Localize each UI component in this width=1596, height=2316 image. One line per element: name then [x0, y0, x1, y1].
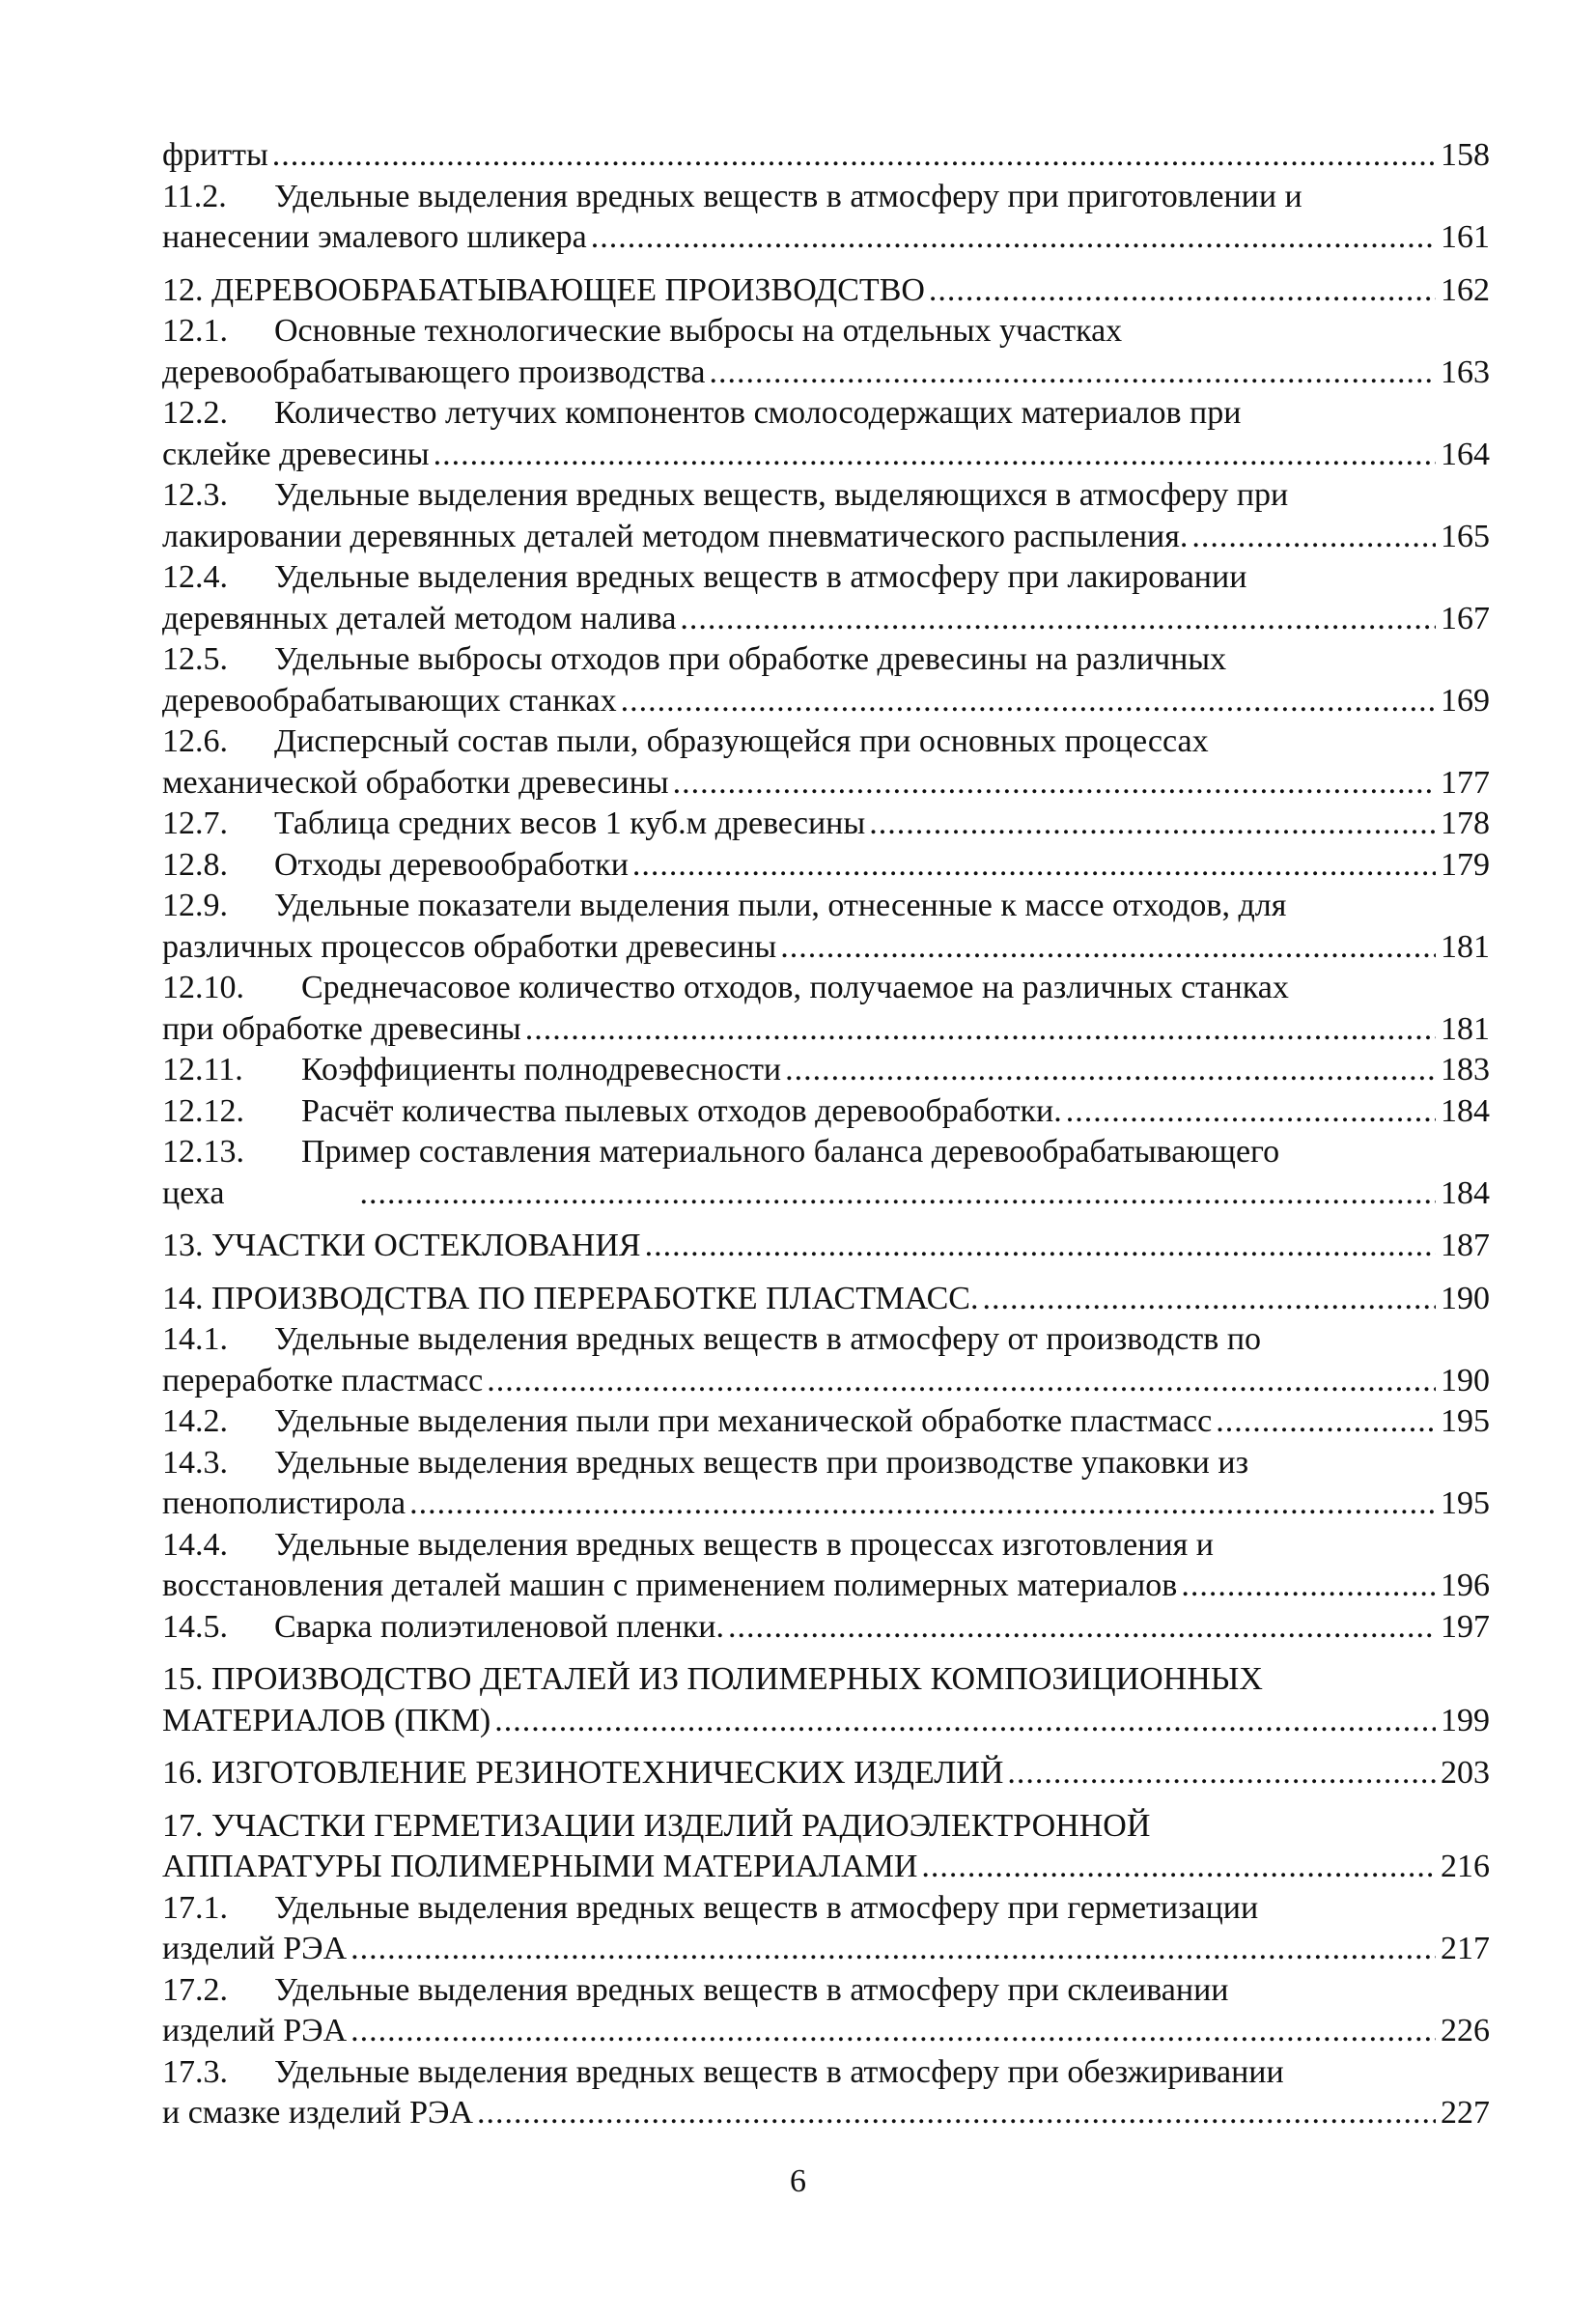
toc-entry-title: Удельные выделения вредных веществ в атмосферу при склеивании: [274, 1971, 1229, 2008]
dot-leader: [1191, 517, 1436, 558]
toc-entry[interactable]: [162, 639, 1490, 721]
toc-entry-title: Количество летучих компонентов смолосодержащих материалов при: [274, 395, 1242, 431]
toc-entry-title: МАТЕРИАЛОВ (ПКМ): [162, 1702, 491, 1738]
toc-page-number: 163: [1441, 353, 1490, 390]
dot-leader: [632, 845, 1436, 887]
toc-entry-title: цеха: [162, 1174, 225, 1211]
toc-line: [162, 435, 1490, 476]
dot-leader: [1216, 1401, 1436, 1443]
toc-entry-number: 14.4.: [162, 1526, 228, 1563]
toc-entry[interactable]: [162, 1279, 1490, 1320]
toc-entry-title: Удельные показатели выделения пыли, отнесенные к массе отходов, для: [274, 888, 1287, 923]
toc-entry[interactable]: [162, 1091, 1490, 1133]
dot-leader: [785, 1050, 1436, 1091]
dot-leader: [680, 599, 1436, 640]
toc-entry-number: 12.13.: [162, 1134, 244, 1170]
toc-entry[interactable]: [162, 804, 1490, 845]
toc-line: [162, 1132, 1490, 1173]
toc-line: [162, 927, 1490, 969]
toc-line: [162, 845, 1490, 887]
section-gap: [162, 1794, 1490, 1806]
toc-entry-title: Удельные выделения вредных веществ при производстве упаковки из: [274, 1444, 1248, 1481]
toc-entry-title: Удельные выделения вредных веществ в атмосферу при обезжиривании: [274, 2053, 1284, 2090]
toc-line: [162, 599, 1490, 640]
toc-line: [162, 475, 1490, 517]
dot-leader: [477, 2093, 1436, 2134]
toc-page-number: 187: [1441, 1228, 1490, 1263]
dot-leader: [982, 1279, 1436, 1320]
toc-entry[interactable]: [162, 1607, 1490, 1649]
toc-line: [162, 2052, 1490, 2094]
toc-line: [162, 763, 1490, 805]
toc-entry[interactable]: [162, 1525, 1490, 1607]
toc-line: [162, 135, 1490, 177]
toc-line: [162, 1566, 1490, 1607]
toc-entry-number: 14.2.: [162, 1403, 228, 1439]
toc-entry-title: Дисперсный состав пыли, образующейся при основных процессах: [274, 723, 1209, 759]
toc-entry-title: деревянных деталей методом налива: [162, 600, 677, 636]
toc-entry-number: 12.2.: [162, 395, 228, 431]
toc-entry-number: 12.12.: [162, 1092, 244, 1129]
toc-page-number: 181: [1441, 928, 1490, 965]
toc-entry-title: Удельные выделения вредных веществ в атмосферу при лакировании: [274, 559, 1247, 595]
toc-line: [162, 1888, 1490, 1930]
toc-page-number: 217: [1441, 1931, 1490, 1966]
toc-entry-title: деревообрабатывающего производства: [162, 353, 706, 390]
toc-line: [162, 1050, 1490, 1091]
toc-entry-title: Пример составления материального баланса деревообрабатывающего: [301, 1134, 1280, 1170]
toc-line: [162, 681, 1490, 722]
toc-entry-title: Расчёт количества пылевых отходов деревообработки.: [301, 1092, 1062, 1129]
toc-line: [162, 1361, 1490, 1402]
toc-line: [162, 1009, 1490, 1051]
toc-line: [162, 177, 1490, 218]
toc-entry-title: АППАРАТУРЫ ПОЛИМЕРНЫМИ МАТЕРИАЛАМИ: [162, 1849, 918, 1884]
toc-entry-title: деревообрабатывающих станках: [162, 682, 617, 719]
toc-entry-title: Таблица средних весов 1 куб.м древесины: [274, 805, 866, 841]
toc-line: [162, 1226, 1490, 1267]
toc-page-number: 184: [1441, 1174, 1490, 1211]
toc-entry-title: Удельные выделения вредных веществ в атмосферу при герметизации: [274, 1889, 1259, 1926]
toc-entry-title: нанесении эмалевого шликера: [162, 219, 587, 255]
toc-line: [162, 1401, 1490, 1443]
toc-line: [162, 2011, 1490, 2052]
toc-entry[interactable]: [162, 557, 1490, 639]
toc-entry[interactable]: [162, 1132, 1490, 1214]
toc-line: [162, 1753, 1490, 1794]
table-of-contents: [162, 135, 1490, 2134]
toc-entry[interactable]: [162, 1319, 1490, 1401]
toc-entry-title: Удельные выделения вредных веществ в процессах изготовления и: [274, 1526, 1214, 1563]
dot-leader: [1007, 1753, 1436, 1794]
dot-leader: [525, 1009, 1436, 1051]
toc-entry-title: Удельные выделения вредных веществ в атмосферу от производств по: [274, 1321, 1262, 1357]
toc-line: [162, 804, 1490, 845]
dot-leader: [869, 804, 1436, 845]
toc-entry-title: механической обработки древесины: [162, 764, 669, 801]
toc-entry[interactable]: [162, 968, 1490, 1050]
toc-page-number: 162: [1441, 271, 1490, 308]
toc-page-number: 169: [1441, 682, 1490, 719]
toc-line: [162, 886, 1490, 927]
toc-page-number: 195: [1441, 1403, 1490, 1439]
toc-entry-number: 12.4.: [162, 559, 228, 595]
toc-line: [162, 1970, 1490, 2012]
toc-line: [162, 1659, 1490, 1701]
toc-page-number: 226: [1441, 2013, 1490, 2048]
toc-entry[interactable]: [162, 311, 1490, 393]
toc-entry-title: изделий РЭА: [162, 2013, 348, 2048]
toc-entry-title: восстановления деталей машин с применением полимерных материалов: [162, 1568, 1178, 1603]
dot-leader: [591, 217, 1436, 259]
dot-leader: [409, 1483, 1436, 1525]
dot-leader: [494, 1701, 1436, 1742]
toc-entry-title: Отходы деревообработки: [274, 846, 629, 883]
toc-entry-title: склейке древесины: [162, 436, 430, 472]
dot-leader: [1181, 1566, 1436, 1607]
toc-page-number: 164: [1441, 436, 1490, 472]
toc-entry-number: 17.1.: [162, 1889, 228, 1926]
toc-page-number: 196: [1441, 1568, 1490, 1603]
toc-page-number: 179: [1441, 846, 1490, 883]
toc-line: [162, 1701, 1490, 1742]
toc-line: [162, 2093, 1490, 2134]
toc-line: [162, 557, 1490, 599]
dot-leader: [1066, 1091, 1436, 1133]
toc-line: [162, 1607, 1490, 1649]
toc-entry-title: пенополистирола: [162, 1485, 406, 1521]
toc-entry[interactable]: [162, 270, 1490, 312]
toc-entry[interactable]: [162, 1888, 1490, 1970]
toc-entry[interactable]: [162, 475, 1490, 557]
dot-leader: [487, 1361, 1436, 1402]
toc-entry[interactable]: [162, 2052, 1490, 2134]
toc-entry[interactable]: [162, 1226, 1490, 1267]
section-gap: [162, 1648, 1490, 1659]
toc-entry-number: 17.3.: [162, 2053, 228, 2090]
toc-line: [162, 270, 1490, 312]
page-number: 6: [790, 2163, 806, 2199]
toc-line: [162, 353, 1490, 394]
toc-page-number: 178: [1441, 805, 1490, 841]
toc-page-number: 184: [1441, 1092, 1490, 1129]
toc-page-number: 183: [1441, 1052, 1490, 1087]
toc-line: [162, 1279, 1490, 1320]
toc-entry-title: 13. УЧАСТКИ ОСТЕКЛОВАНИЯ: [162, 1228, 641, 1263]
toc-entry-title: 16. ИЗГОТОВЛЕНИЕ РЕЗИНОТЕХНИЧЕСКИХ ИЗДЕЛИЙ: [162, 1755, 1004, 1791]
toc-line: [162, 1091, 1490, 1133]
dot-leader: [621, 681, 1436, 722]
toc-page-number: 190: [1441, 1280, 1490, 1316]
toc-line: [162, 311, 1490, 353]
toc-line: [162, 217, 1490, 259]
toc-entry-number: 14.1.: [162, 1321, 228, 1357]
toc-entry-number: 12.6.: [162, 723, 228, 759]
toc-page-number: 203: [1441, 1755, 1490, 1791]
toc-entry-title: фритты: [162, 137, 268, 173]
toc-entry-title: Коэффициенты полнодревесности: [301, 1052, 782, 1087]
toc-entry-number: 12.11.: [162, 1052, 243, 1087]
toc-entry-title: изделий РЭА: [162, 1931, 348, 1966]
toc-line: [162, 1806, 1490, 1848]
toc-entry[interactable]: [162, 721, 1490, 804]
toc-line: [162, 1929, 1490, 1970]
toc-page-number: 165: [1441, 518, 1490, 554]
toc-entry-title: Среднечасовое количество отходов, получаемое на различных станках: [301, 970, 1289, 1005]
toc-page-number: 181: [1441, 1010, 1490, 1047]
toc-page-number: 227: [1441, 2095, 1490, 2131]
toc-entry[interactable]: [162, 135, 1490, 177]
toc-line: [162, 1525, 1490, 1567]
toc-page-number: 199: [1441, 1702, 1490, 1738]
toc-entry-number: 12.9.: [162, 888, 228, 923]
dot-leader: [272, 135, 1436, 177]
toc-page-number: 161: [1441, 219, 1490, 255]
toc-line: [162, 1483, 1490, 1525]
toc-entry-title: Удельные выбросы отходов при обработке древесины на различных: [274, 641, 1227, 677]
toc-entry-number: 14.3.: [162, 1444, 228, 1481]
toc-entry-title: Удельные выделения вредных веществ, выделяющихся в атмосферу при: [274, 477, 1289, 513]
toc-entry-title: и смазке изделий РЭА: [162, 2095, 474, 2131]
toc-entry-number: 12.10.: [162, 970, 244, 1005]
toc-entry-title: 14. ПРОИЗВОДСТВА ПО ПЕРЕРАБОТКЕ ПЛАСТМАСС.: [162, 1280, 979, 1316]
dot-leader: [645, 1226, 1436, 1267]
toc-page-number: 216: [1441, 1849, 1490, 1884]
dot-leader: [350, 2011, 1436, 2052]
toc-page-number: 177: [1441, 764, 1490, 801]
toc-entry-title: переработке пластмасс: [162, 1362, 484, 1398]
toc-entry-title: Основные технологические выбросы на отдельных участках: [274, 313, 1123, 349]
toc-entry-number: 12.7.: [162, 805, 228, 841]
dot-leader: [728, 1607, 1436, 1649]
toc-entry[interactable]: [162, 845, 1490, 887]
toc-entry-number: 12.8.: [162, 846, 228, 883]
section-gap: [162, 1214, 1490, 1226]
toc-entry-title: 12. ДЕРЕВООБРАБАТЫВАЮЩЕЕ ПРОИЗВОДСТВО: [162, 271, 925, 308]
toc-entry-title: 17. УЧАСТКИ ГЕРМЕТИЗАЦИИ ИЗДЕЛИЙ РАДИОЭЛЕКТРОННОЙ: [162, 1807, 1151, 1844]
toc-entry-title: Удельные выделения вредных веществ в атмосферу при приготовлении и: [274, 178, 1302, 214]
toc-page-number: 195: [1441, 1485, 1490, 1521]
toc-entry-title: при обработке древесины: [162, 1010, 521, 1047]
toc-line: [162, 1847, 1490, 1888]
dot-leader: [709, 353, 1436, 394]
section-gap: [162, 1741, 1490, 1753]
dot-leader: [673, 763, 1436, 805]
toc-entry-number: 12.5.: [162, 641, 228, 677]
toc-line: [162, 1319, 1490, 1361]
toc-entry[interactable]: [162, 1806, 1490, 1888]
toc-line: [162, 1443, 1490, 1484]
toc-line: [162, 639, 1490, 681]
dot-leader: [780, 927, 1436, 969]
toc-entry[interactable]: [162, 1401, 1490, 1443]
toc-entry-title: различных процессов обработки древесины: [162, 928, 777, 965]
toc-entry[interactable]: [162, 177, 1490, 259]
toc-line: [162, 517, 1490, 558]
toc-page-number: 158: [1441, 137, 1490, 173]
toc-entry-number: 14.5.: [162, 1608, 228, 1645]
dot-leader: [921, 1847, 1436, 1888]
toc-entry[interactable]: [162, 1443, 1490, 1525]
toc-line: [162, 393, 1490, 435]
toc-entry-number: 17.2.: [162, 1971, 228, 2008]
toc-entry-number: 12.1.: [162, 313, 228, 349]
toc-line: [162, 968, 1490, 1009]
toc-page-number: 167: [1441, 600, 1490, 636]
toc-entry-number: 12.3.: [162, 477, 228, 513]
toc-entry-title: 15. ПРОИЗВОДСТВО ДЕТАЛЕЙ ИЗ ПОЛИМЕРНЫХ КОМПОЗИЦИОННЫХ: [162, 1661, 1263, 1697]
dot-leader: [434, 435, 1436, 476]
toc-line: [162, 721, 1490, 763]
toc-entry[interactable]: [162, 1970, 1490, 2052]
dot-leader: [929, 270, 1436, 312]
toc-entry[interactable]: [162, 393, 1490, 475]
toc-entry-title: лакировании деревянных деталей методом пневматического распыления.: [162, 518, 1189, 554]
toc-entry[interactable]: [162, 1753, 1490, 1794]
toc-line: [162, 1173, 1490, 1215]
toc-entry[interactable]: [162, 1050, 1490, 1091]
dot-leader: [350, 1929, 1436, 1970]
toc-entry[interactable]: [162, 1659, 1490, 1741]
toc-entry[interactable]: [162, 886, 1490, 968]
section-gap: [162, 1267, 1490, 1279]
toc-entry-title: Удельные выделения пыли при механической обработке пластмасс: [274, 1403, 1213, 1439]
toc-page-number: 190: [1441, 1362, 1490, 1398]
toc-entry-title: Сварка полиэтиленовой пленки.: [274, 1608, 724, 1645]
toc-entry-number: 11.2.: [162, 178, 227, 214]
dot-leader: [359, 1173, 1436, 1215]
toc-page-number: 197: [1441, 1608, 1490, 1645]
section-gap: [162, 259, 1490, 270]
